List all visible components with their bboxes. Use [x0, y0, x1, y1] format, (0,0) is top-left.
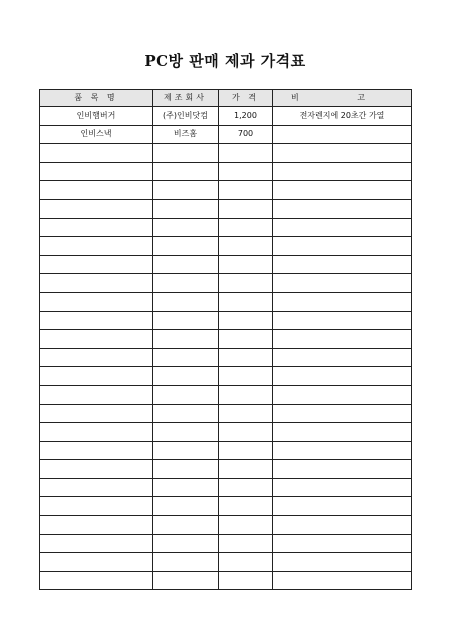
cell-price — [219, 274, 273, 293]
cell-item-name — [40, 274, 153, 293]
cell-item-name — [40, 330, 153, 349]
cell-price — [219, 423, 273, 442]
cell-manufacturer — [153, 181, 219, 200]
cell-manufacturer — [153, 367, 219, 386]
cell-manufacturer — [153, 330, 219, 349]
table-row — [40, 478, 412, 497]
header-item-name: 품 목 명 — [40, 90, 153, 107]
table-row — [40, 423, 412, 442]
cell-manufacturer — [153, 478, 219, 497]
header-price: 가 격 — [219, 90, 273, 107]
table-row — [40, 162, 412, 181]
cell-manufacturer — [153, 311, 219, 330]
table-row — [40, 441, 412, 460]
cell-price — [219, 534, 273, 553]
cell-remarks — [273, 125, 412, 144]
table-row — [40, 144, 412, 163]
cell-remarks — [273, 274, 412, 293]
header-row — [40, 90, 412, 107]
cell-manufacturer — [153, 292, 219, 311]
table-row — [40, 255, 412, 274]
cell-manufacturer — [153, 553, 219, 572]
cell-remarks — [273, 237, 412, 256]
table-row — [40, 497, 412, 516]
cell-item-name: 인비햄버거 — [40, 107, 153, 126]
table-row — [40, 181, 412, 200]
cell-remarks — [273, 311, 412, 330]
cell-manufacturer — [153, 460, 219, 479]
cell-price — [219, 255, 273, 274]
cell-manufacturer — [153, 274, 219, 293]
cell-remarks — [273, 516, 412, 535]
cell-item-name — [40, 423, 153, 442]
cell-manufacturer — [153, 423, 219, 442]
cell-remarks — [273, 441, 412, 460]
cell-item-name — [40, 441, 153, 460]
table-row — [40, 404, 412, 423]
table-row — [40, 125, 412, 144]
cell-price — [219, 330, 273, 349]
cell-item-name — [40, 497, 153, 516]
table-row — [40, 367, 412, 386]
cell-item-name — [40, 181, 153, 200]
cell-item-name — [40, 162, 153, 181]
cell-remarks — [273, 348, 412, 367]
cell-manufacturer: (주)인비닷컴 — [153, 107, 219, 126]
cell-manufacturer — [153, 385, 219, 404]
cell-manufacturer — [153, 237, 219, 256]
cell-remarks — [273, 162, 412, 181]
cell-price — [219, 385, 273, 404]
cell-price — [219, 571, 273, 590]
cell-price: 1,200 — [219, 107, 273, 126]
page-title: PC방 판매 제과 가격표 — [144, 52, 306, 70]
cell-item-name — [40, 367, 153, 386]
cell-item-name — [40, 478, 153, 497]
table-row — [40, 107, 412, 126]
cell-manufacturer — [153, 534, 219, 553]
cell-manufacturer — [153, 348, 219, 367]
table-row — [40, 553, 412, 572]
cell-price — [219, 348, 273, 367]
cell-item-name — [40, 516, 153, 535]
cell-manufacturer — [153, 516, 219, 535]
cell-remarks — [273, 460, 412, 479]
table-row — [40, 292, 412, 311]
table-row — [40, 516, 412, 535]
cell-item-name — [40, 199, 153, 218]
cell-manufacturer — [153, 441, 219, 460]
cell-manufacturer — [153, 144, 219, 163]
cell-price — [219, 218, 273, 237]
cell-price — [219, 367, 273, 386]
cell-manufacturer — [153, 199, 219, 218]
cell-item-name — [40, 460, 153, 479]
cell-price — [219, 516, 273, 535]
cell-remarks — [273, 478, 412, 497]
cell-item-name — [40, 311, 153, 330]
cell-price — [219, 162, 273, 181]
cell-remarks — [273, 367, 412, 386]
cell-price — [219, 441, 273, 460]
cell-item-name — [40, 571, 153, 590]
table-row — [40, 199, 412, 218]
cell-remarks — [273, 571, 412, 590]
cell-item-name — [40, 385, 153, 404]
cell-remarks — [273, 144, 412, 163]
table-row — [40, 571, 412, 590]
table-row — [40, 460, 412, 479]
cell-price — [219, 311, 273, 330]
cell-remarks — [273, 330, 412, 349]
cell-price — [219, 404, 273, 423]
table-body — [40, 107, 412, 590]
cell-item-name — [40, 348, 153, 367]
table-row — [40, 218, 412, 237]
cell-remarks — [273, 553, 412, 572]
cell-remarks — [273, 181, 412, 200]
cell-remarks — [273, 534, 412, 553]
cell-manufacturer — [153, 218, 219, 237]
cell-price — [219, 144, 273, 163]
table-row — [40, 311, 412, 330]
cell-remarks — [273, 199, 412, 218]
cell-price — [219, 478, 273, 497]
cell-manufacturer — [153, 497, 219, 516]
cell-item-name — [40, 292, 153, 311]
cell-item-name — [40, 534, 153, 553]
cell-item-name — [40, 237, 153, 256]
cell-item-name — [40, 218, 153, 237]
cell-manufacturer — [153, 571, 219, 590]
cell-price — [219, 199, 273, 218]
cell-price — [219, 553, 273, 572]
table-row — [40, 385, 412, 404]
cell-price — [219, 237, 273, 256]
cell-remarks — [273, 255, 412, 274]
cell-remarks — [273, 404, 412, 423]
table-row — [40, 237, 412, 256]
cell-price — [219, 181, 273, 200]
cell-item-name — [40, 553, 153, 572]
header-manufacturer: 제조회사 — [153, 90, 219, 107]
cell-item-name — [40, 144, 153, 163]
cell-remarks — [273, 292, 412, 311]
table-row — [40, 274, 412, 293]
cell-remarks — [273, 385, 412, 404]
cell-manufacturer — [153, 255, 219, 274]
table-row — [40, 348, 412, 367]
cell-price: 700 — [219, 125, 273, 144]
table-header — [40, 90, 412, 107]
cell-remarks — [273, 218, 412, 237]
cell-price — [219, 460, 273, 479]
cell-remarks — [273, 423, 412, 442]
cell-price — [219, 292, 273, 311]
table-row — [40, 534, 412, 553]
price-table — [39, 89, 412, 590]
cell-item-name — [40, 255, 153, 274]
cell-manufacturer — [153, 162, 219, 181]
cell-price — [219, 497, 273, 516]
header-remarks: 비 고 — [273, 90, 412, 107]
table-row — [40, 330, 412, 349]
cell-remarks: 전자렌지에 20초간 가열 — [273, 107, 412, 126]
cell-manufacturer: 비즈홈 — [153, 125, 219, 144]
cell-manufacturer — [153, 404, 219, 423]
cell-remarks — [273, 497, 412, 516]
cell-item-name — [40, 404, 153, 423]
cell-item-name: 인비스낵 — [40, 125, 153, 144]
